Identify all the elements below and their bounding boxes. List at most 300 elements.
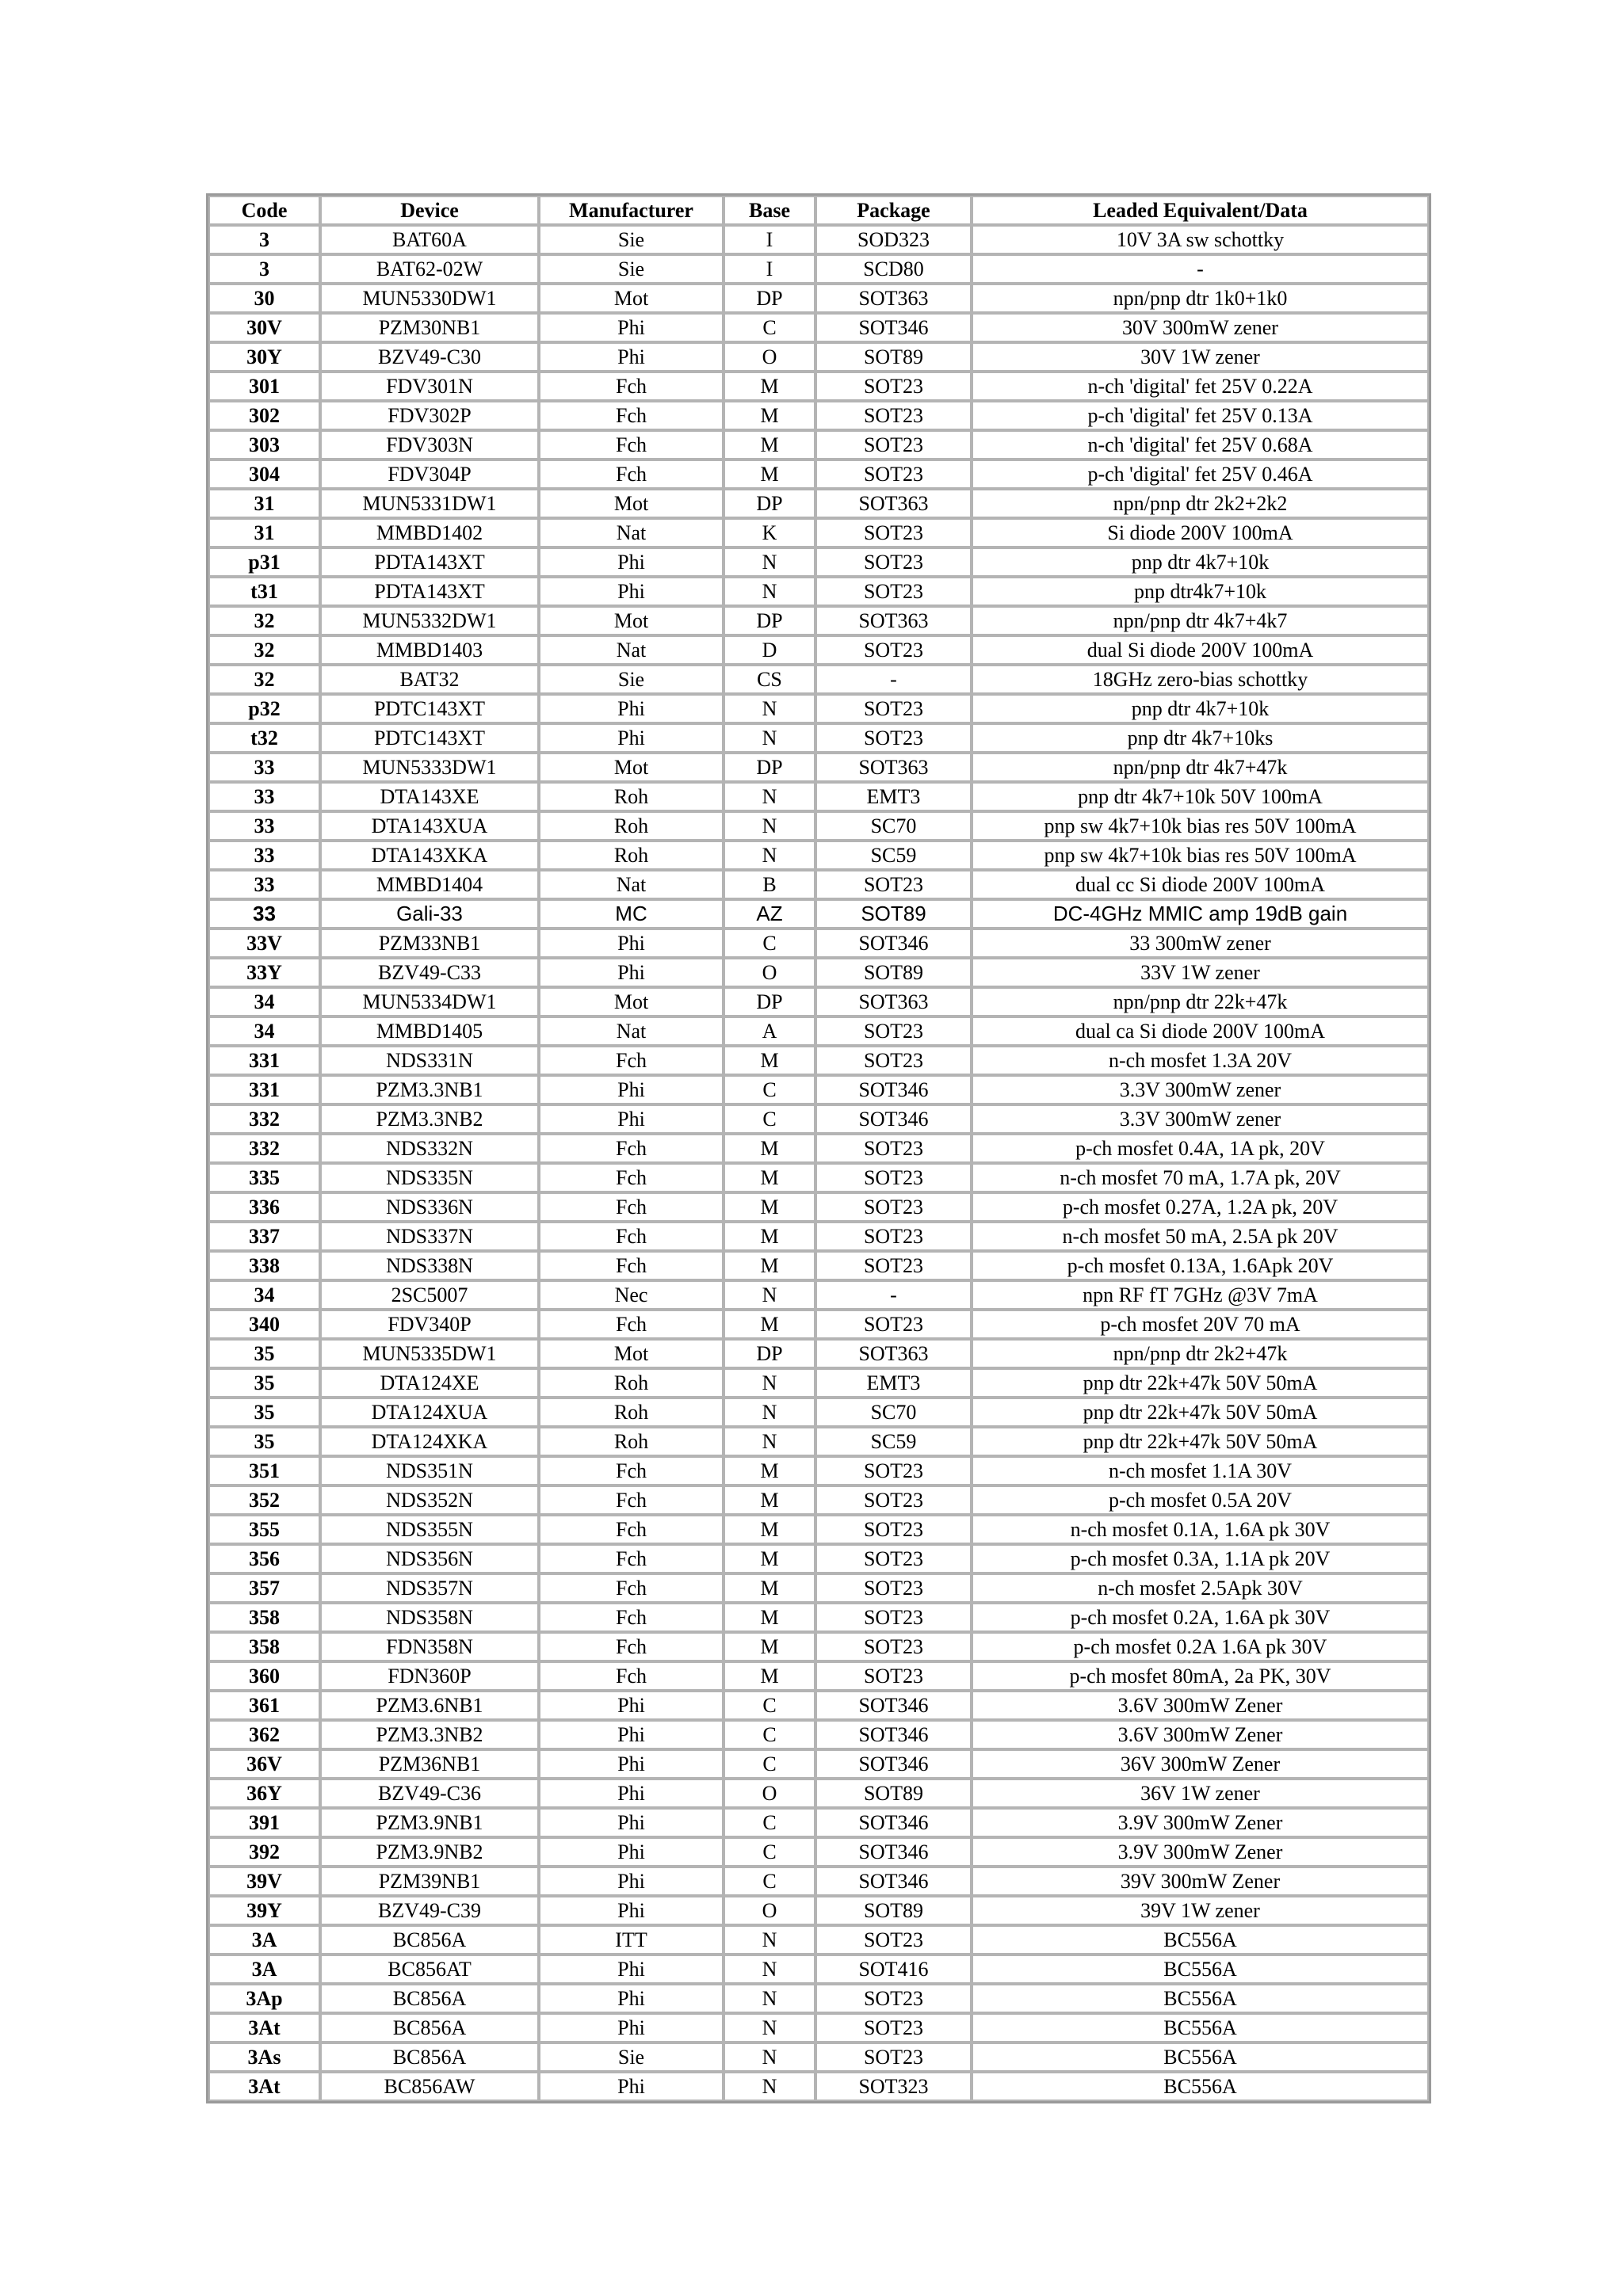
cell-code: 3A [208,1955,320,1984]
cell-base: N [724,2013,815,2042]
cell-code: 39V [208,1867,320,1896]
cell-manufacturer: Phi [539,958,724,987]
cell-package: EMT3 [815,1368,972,1398]
cell-base: M [724,1163,815,1192]
cell-base: DP [724,1339,815,1368]
cell-manufacturer: Phi [539,1779,724,1808]
table-row [208,430,1429,460]
cell-manufacturer: Phi [539,2013,724,2042]
cell-package: SOT346 [815,1867,972,1896]
cell-manufacturer: Phi [539,1808,724,1837]
table-row [208,401,1429,430]
cell-base: N [724,841,815,870]
cell-code: 360 [208,1661,320,1691]
cell-code: 33 [208,753,320,782]
cell-package: - [815,1280,972,1310]
cell-manufacturer: Phi [539,1104,724,1134]
cell-manufacturer: Fch [539,1544,724,1573]
cell-device: DTA124XKA [320,1427,539,1456]
cell-data: p-ch 'digital' fet 25V 0.13A [972,401,1429,430]
header-leaded-equivalent-data: Leaded Equivalent/Data [972,196,1429,225]
cell-package: SOT23 [815,372,972,401]
cell-data: pnp dtr 22k+47k 50V 50mA [972,1427,1429,1456]
cell-data: BC556A [972,2013,1429,2042]
cell-data: 3.3V 300mW zener [972,1075,1429,1104]
cell-device: BZV49-C33 [320,958,539,987]
cell-code: 331 [208,1075,320,1104]
cell-data: BC556A [972,1925,1429,1955]
cell-base: DP [724,284,815,313]
cell-device: NDS332N [320,1134,539,1163]
table-row [208,1427,1429,1456]
table-row [208,1749,1429,1779]
cell-base: N [724,1427,815,1456]
cell-package: SOT89 [815,1896,972,1925]
cell-device: DTA124XE [320,1368,539,1398]
header-code: Code [208,196,320,225]
cell-package: SOT23 [815,635,972,665]
cell-device: MUN5333DW1 [320,753,539,782]
smd-code-table [206,193,1431,2103]
cell-code: 35 [208,1368,320,1398]
cell-package: SOT23 [815,694,972,723]
cell-code: t31 [208,577,320,606]
cell-base: N [724,811,815,841]
cell-base: C [724,1808,815,1837]
cell-data: BC556A [972,1955,1429,1984]
cell-base: O [724,958,815,987]
cell-device: MMBD1402 [320,518,539,547]
table-row [208,2042,1429,2072]
cell-device: MUN5331DW1 [320,489,539,518]
cell-manufacturer: Fch [539,1515,724,1544]
table-row [208,1368,1429,1398]
cell-manufacturer: Nec [539,1280,724,1310]
cell-package: SOT23 [815,1016,972,1046]
cell-package: SC70 [815,811,972,841]
cell-device: BZV49-C39 [320,1896,539,1925]
cell-manufacturer: Sie [539,2042,724,2072]
cell-package: SOT23 [815,1544,972,1573]
cell-code: 332 [208,1104,320,1134]
cell-device: PZM3.3NB1 [320,1075,539,1104]
table-row [208,1779,1429,1808]
cell-base: M [724,1251,815,1280]
table-row [208,987,1429,1016]
table-row [208,1661,1429,1691]
cell-device: BAT60A [320,225,539,254]
cell-package: SOT323 [815,2072,972,2101]
cell-code: 357 [208,1573,320,1603]
table-row [208,372,1429,401]
cell-data: 30V 300mW zener [972,313,1429,342]
cell-data: pnp sw 4k7+10k bias res 50V 100mA [972,841,1429,870]
cell-base: M [724,372,815,401]
cell-data: 30V 1W zener [972,342,1429,372]
cell-device: PZM3.3NB2 [320,1104,539,1134]
cell-device: BAT62-02W [320,254,539,284]
cell-data: n-ch mosfet 1.1A 30V [972,1456,1429,1486]
table-row [208,929,1429,958]
cell-package: SOT363 [815,1339,972,1368]
cell-data: pnp dtr 4k7+10k [972,547,1429,577]
cell-device: MMBD1404 [320,870,539,899]
cell-data: 36V 1W zener [972,1779,1429,1808]
table-row [208,1016,1429,1046]
cell-code: p32 [208,694,320,723]
cell-code: 302 [208,401,320,430]
cell-data: npn/pnp dtr 22k+47k [972,987,1429,1016]
table-row [208,958,1429,987]
cell-device: FDN358N [320,1632,539,1661]
cell-manufacturer: Fch [539,1456,724,1486]
cell-data: pnp dtr 22k+47k 50V 50mA [972,1398,1429,1427]
cell-code: 35 [208,1398,320,1427]
cell-device: PZM3.9NB1 [320,1808,539,1837]
cell-device: PZM3.3NB2 [320,1720,539,1749]
cell-package: SOT23 [815,1984,972,2013]
table-row [208,313,1429,342]
cell-manufacturer: Phi [539,313,724,342]
cell-code: 352 [208,1486,320,1515]
cell-data: pnp dtr4k7+10k [972,577,1429,606]
cell-base: C [724,1749,815,1779]
cell-device: NDS337N [320,1222,539,1251]
cell-data: BC556A [972,2072,1429,2101]
cell-package: SOT23 [815,1251,972,1280]
cell-device: BC856A [320,2013,539,2042]
cell-data: pnp dtr 4k7+10ks [972,723,1429,753]
cell-package: SOT346 [815,929,972,958]
cell-package: SOT363 [815,606,972,635]
table-row [208,1280,1429,1310]
cell-package: SOD323 [815,225,972,254]
cell-code: 36V [208,1749,320,1779]
header-package: Package [815,196,972,225]
cell-manufacturer: Fch [539,1486,724,1515]
cell-package: SOT23 [815,1222,972,1251]
cell-data: npn/pnp dtr 1k0+1k0 [972,284,1429,313]
cell-code: 34 [208,1280,320,1310]
cell-code: 355 [208,1515,320,1544]
cell-base: N [724,1955,815,1984]
cell-data: dual Si diode 200V 100mA [972,635,1429,665]
cell-package: SOT23 [815,1456,972,1486]
cell-base: C [724,1104,815,1134]
cell-manufacturer: Fch [539,1251,724,1280]
cell-manufacturer: Phi [539,1837,724,1867]
cell-package: SOT363 [815,284,972,313]
cell-code: 301 [208,372,320,401]
cell-base: B [724,870,815,899]
cell-package: SC59 [815,841,972,870]
cell-package: SOT23 [815,1661,972,1691]
cell-data: pnp sw 4k7+10k bias res 50V 100mA [972,811,1429,841]
cell-base: CS [724,665,815,694]
cell-package: SOT23 [815,547,972,577]
cell-package: SOT363 [815,489,972,518]
cell-base: M [724,1632,815,1661]
cell-data: npn RF fT 7GHz @3V 7mA [972,1280,1429,1310]
table-row [208,1603,1429,1632]
cell-manufacturer: Phi [539,694,724,723]
cell-data: p-ch mosfet 0.2A 1.6A pk 30V [972,1632,1429,1661]
cell-package: SOT23 [815,518,972,547]
table-row [208,811,1429,841]
cell-data: 3.9V 300mW Zener [972,1808,1429,1837]
cell-manufacturer: Sie [539,225,724,254]
cell-package: SOT23 [815,401,972,430]
cell-base: N [724,547,815,577]
cell-manufacturer: Mot [539,753,724,782]
cell-device: NDS355N [320,1515,539,1544]
cell-code: 303 [208,430,320,460]
table-row [208,1456,1429,1486]
cell-package: SOT23 [815,1163,972,1192]
cell-data: npn/pnp dtr 2k2+2k2 [972,489,1429,518]
table-row [208,1251,1429,1280]
cell-base: O [724,342,815,372]
cell-base: O [724,1779,815,1808]
cell-manufacturer: Phi [539,1749,724,1779]
cell-manufacturer: Roh [539,841,724,870]
cell-device: NDS331N [320,1046,539,1075]
cell-code: 335 [208,1163,320,1192]
cell-package: SOT346 [815,1691,972,1720]
cell-manufacturer: Fch [539,1222,724,1251]
cell-package: SOT23 [815,2013,972,2042]
cell-manufacturer: Mot [539,606,724,635]
cell-base: N [724,1398,815,1427]
cell-manufacturer: Sie [539,665,724,694]
cell-base: DP [724,753,815,782]
table-row [208,1134,1429,1163]
cell-manufacturer: Phi [539,1720,724,1749]
cell-base: N [724,1280,815,1310]
cell-device: NDS351N [320,1456,539,1486]
table-row [208,870,1429,899]
table-row [208,1222,1429,1251]
cell-code: 391 [208,1808,320,1837]
cell-package: SOT363 [815,987,972,1016]
cell-package: SOT23 [815,1603,972,1632]
table-row [208,1573,1429,1603]
cell-data: 39V 300mW Zener [972,1867,1429,1896]
cell-code: 3As [208,2042,320,2072]
cell-manufacturer: Phi [539,1984,724,2013]
cell-code: 34 [208,987,320,1016]
table-body [208,225,1429,2101]
cell-base: C [724,929,815,958]
cell-package: SOT23 [815,1192,972,1222]
table-row [208,1104,1429,1134]
cell-device: PZM30NB1 [320,313,539,342]
cell-code: 34 [208,1016,320,1046]
cell-package: SOT23 [815,1134,972,1163]
cell-device: DTA143XKA [320,841,539,870]
cell-code: 356 [208,1544,320,1573]
cell-data: pnp dtr 22k+47k 50V 50mA [972,1368,1429,1398]
cell-code: 392 [208,1837,320,1867]
cell-data: npn/pnp dtr 4k7+47k [972,753,1429,782]
cell-data: dual cc Si diode 200V 100mA [972,870,1429,899]
cell-manufacturer: Fch [539,1632,724,1661]
cell-data: n-ch mosfet 70 mA, 1.7A pk, 20V [972,1163,1429,1192]
cell-code: p31 [208,547,320,577]
cell-device: MMBD1405 [320,1016,539,1046]
cell-package: SOT89 [815,342,972,372]
table-row [208,1398,1429,1427]
cell-device: BZV49-C36 [320,1779,539,1808]
cell-base: N [724,1925,815,1955]
cell-data: 3.6V 300mW Zener [972,1720,1429,1749]
cell-manufacturer: Mot [539,489,724,518]
cell-manufacturer: Fch [539,1573,724,1603]
table-row [208,1984,1429,2013]
cell-device: NDS336N [320,1192,539,1222]
cell-base: M [724,460,815,489]
table-row [208,1515,1429,1544]
cell-manufacturer: Fch [539,1661,724,1691]
cell-manufacturer: Phi [539,577,724,606]
cell-package: SOT346 [815,1075,972,1104]
cell-package: SOT416 [815,1955,972,1984]
table-row [208,1310,1429,1339]
cell-base: M [724,430,815,460]
cell-package: SOT346 [815,1749,972,1779]
cell-device: DTA124XUA [320,1398,539,1427]
table-row [208,518,1429,547]
cell-device: FDN360P [320,1661,539,1691]
cell-code: 3 [208,225,320,254]
cell-package: SOT23 [815,1310,972,1339]
cell-package: SC70 [815,1398,972,1427]
table-row [208,1720,1429,1749]
cell-data: 33V 1W zener [972,958,1429,987]
cell-base: K [724,518,815,547]
cell-manufacturer: Fch [539,1603,724,1632]
cell-data: DC-4GHz MMIC amp 19dB gain [972,899,1429,929]
cell-package: SOT23 [815,723,972,753]
cell-base: N [724,577,815,606]
header-manufacturer: Manufacturer [539,196,724,225]
cell-base: M [724,1544,815,1573]
cell-device: NDS356N [320,1544,539,1573]
table-row [208,1925,1429,1955]
cell-code: 337 [208,1222,320,1251]
cell-base: N [724,1368,815,1398]
cell-base: AZ [724,899,815,929]
cell-data: 33 300mW zener [972,929,1429,958]
cell-code: 35 [208,1339,320,1368]
cell-manufacturer: Phi [539,342,724,372]
cell-manufacturer: Phi [539,723,724,753]
cell-package: SOT363 [815,753,972,782]
cell-base: N [724,782,815,811]
cell-code: 3A [208,1925,320,1955]
cell-device: DTA143XE [320,782,539,811]
cell-device: PDTC143XT [320,723,539,753]
cell-data: dual ca Si diode 200V 100mA [972,1016,1429,1046]
cell-manufacturer: Nat [539,635,724,665]
table-row [208,665,1429,694]
cell-base: C [724,1837,815,1867]
table-row [208,1867,1429,1896]
cell-package: SOT23 [815,1046,972,1075]
cell-device: FDV301N [320,372,539,401]
cell-device: PDTA143XT [320,577,539,606]
cell-base: M [724,1192,815,1222]
cell-device: MMBD1403 [320,635,539,665]
cell-code: 33Y [208,958,320,987]
cell-code: 33 [208,899,320,929]
cell-data: p-ch mosfet 20V 70 mA [972,1310,1429,1339]
table-row [208,547,1429,577]
cell-manufacturer: Fch [539,1046,724,1075]
cell-base: C [724,1075,815,1104]
cell-package: SCD80 [815,254,972,284]
table-row [208,1486,1429,1515]
table-row [208,2072,1429,2101]
cell-manufacturer: Roh [539,1427,724,1456]
cell-package: SOT346 [815,1837,972,1867]
cell-data: 36V 300mW Zener [972,1749,1429,1779]
cell-device: BAT32 [320,665,539,694]
cell-package: SOT23 [815,577,972,606]
cell-device: PZM36NB1 [320,1749,539,1779]
cell-manufacturer: Mot [539,1339,724,1368]
cell-package: SOT89 [815,1779,972,1808]
cell-code: 3Ap [208,1984,320,2013]
cell-code: 36Y [208,1779,320,1808]
cell-code: 362 [208,1720,320,1749]
table-row [208,1192,1429,1222]
table-row [208,753,1429,782]
table-row [208,841,1429,870]
cell-device: NDS338N [320,1251,539,1280]
cell-package: SOT346 [815,1720,972,1749]
cell-data: 18GHz zero-bias schottky [972,665,1429,694]
cell-code: 31 [208,489,320,518]
cell-manufacturer: Phi [539,1691,724,1720]
cell-code: 30Y [208,342,320,372]
cell-manufacturer: Fch [539,1134,724,1163]
cell-manufacturer: Fch [539,1163,724,1192]
table-row [208,284,1429,313]
cell-data: npn/pnp dtr 2k2+47k [972,1339,1429,1368]
cell-device: MUN5335DW1 [320,1339,539,1368]
table-row [208,1339,1429,1368]
table-row [208,782,1429,811]
cell-manufacturer: Fch [539,1192,724,1222]
cell-code: 33 [208,782,320,811]
cell-manufacturer: Fch [539,372,724,401]
cell-base: N [724,694,815,723]
cell-manufacturer: Roh [539,1398,724,1427]
cell-code: 31 [208,518,320,547]
cell-base: DP [724,606,815,635]
header-device: Device [320,196,539,225]
cell-manufacturer: Phi [539,1896,724,1925]
cell-code: 332 [208,1134,320,1163]
cell-package: SC59 [815,1427,972,1456]
cell-data: BC556A [972,1984,1429,2013]
cell-data: p-ch mosfet 0.3A, 1.1A pk 20V [972,1544,1429,1573]
cell-device: BC856AT [320,1955,539,1984]
cell-package: SOT23 [815,870,972,899]
table-row [208,460,1429,489]
cell-code: 338 [208,1251,320,1280]
